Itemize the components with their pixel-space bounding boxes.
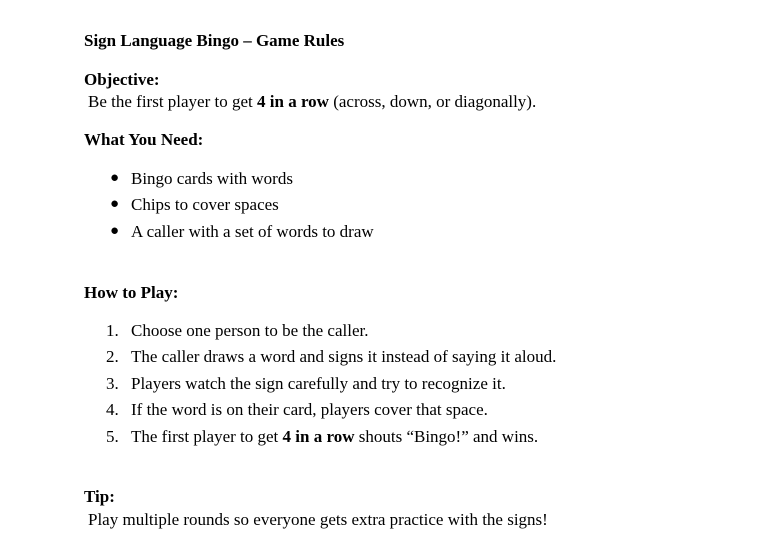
document-title: Sign Language Bingo – Game Rules [84, 31, 345, 50]
tip-heading: Tip: [84, 487, 115, 506]
step-number: 5. [106, 427, 119, 446]
list-item-text: A caller with a set of words to draw [131, 222, 374, 241]
step-text-end: shouts “Bingo!” and wins. [354, 427, 539, 446]
step-text [131, 427, 538, 447]
what-you-need-heading: What You Need: [84, 130, 204, 149]
step-number: 1. [106, 321, 119, 340]
how-to-play-heading: How to Play: [84, 283, 179, 302]
step-text: Choose one person to be the caller. [131, 321, 369, 340]
bullet-icon: ● [110, 223, 120, 239]
objective-text-bold: 4 in a row [257, 92, 329, 111]
step-number: 3. [106, 374, 119, 393]
bullet-icon: ● [110, 170, 120, 186]
step-text: The caller draws a word and signs it instead of saying it aloud. [131, 347, 557, 366]
step-text: If the word is on their card, players cover that space. [131, 400, 488, 419]
list-item-text: Chips to cover spaces [131, 195, 279, 214]
objective-text-end: (across, down, or diagonally). [328, 92, 537, 111]
tip-text: Play multiple rounds so everyone gets extra practice with the signs! [88, 510, 548, 529]
step-text: Players watch the sign carefully and try to recognize it. [131, 374, 506, 393]
objective-text [88, 92, 536, 112]
objective-heading: Objective: [84, 70, 160, 89]
objective-text-start: Be the first player to get [88, 92, 258, 111]
step-text-bold: 4 in a row [282, 427, 355, 446]
step-number: 4. [106, 400, 119, 419]
step-text-start: The first player to get [131, 427, 283, 446]
step-number: 2. [106, 347, 119, 366]
bullet-icon: ● [110, 196, 120, 212]
list-item-text: Bingo cards with words [131, 169, 293, 188]
